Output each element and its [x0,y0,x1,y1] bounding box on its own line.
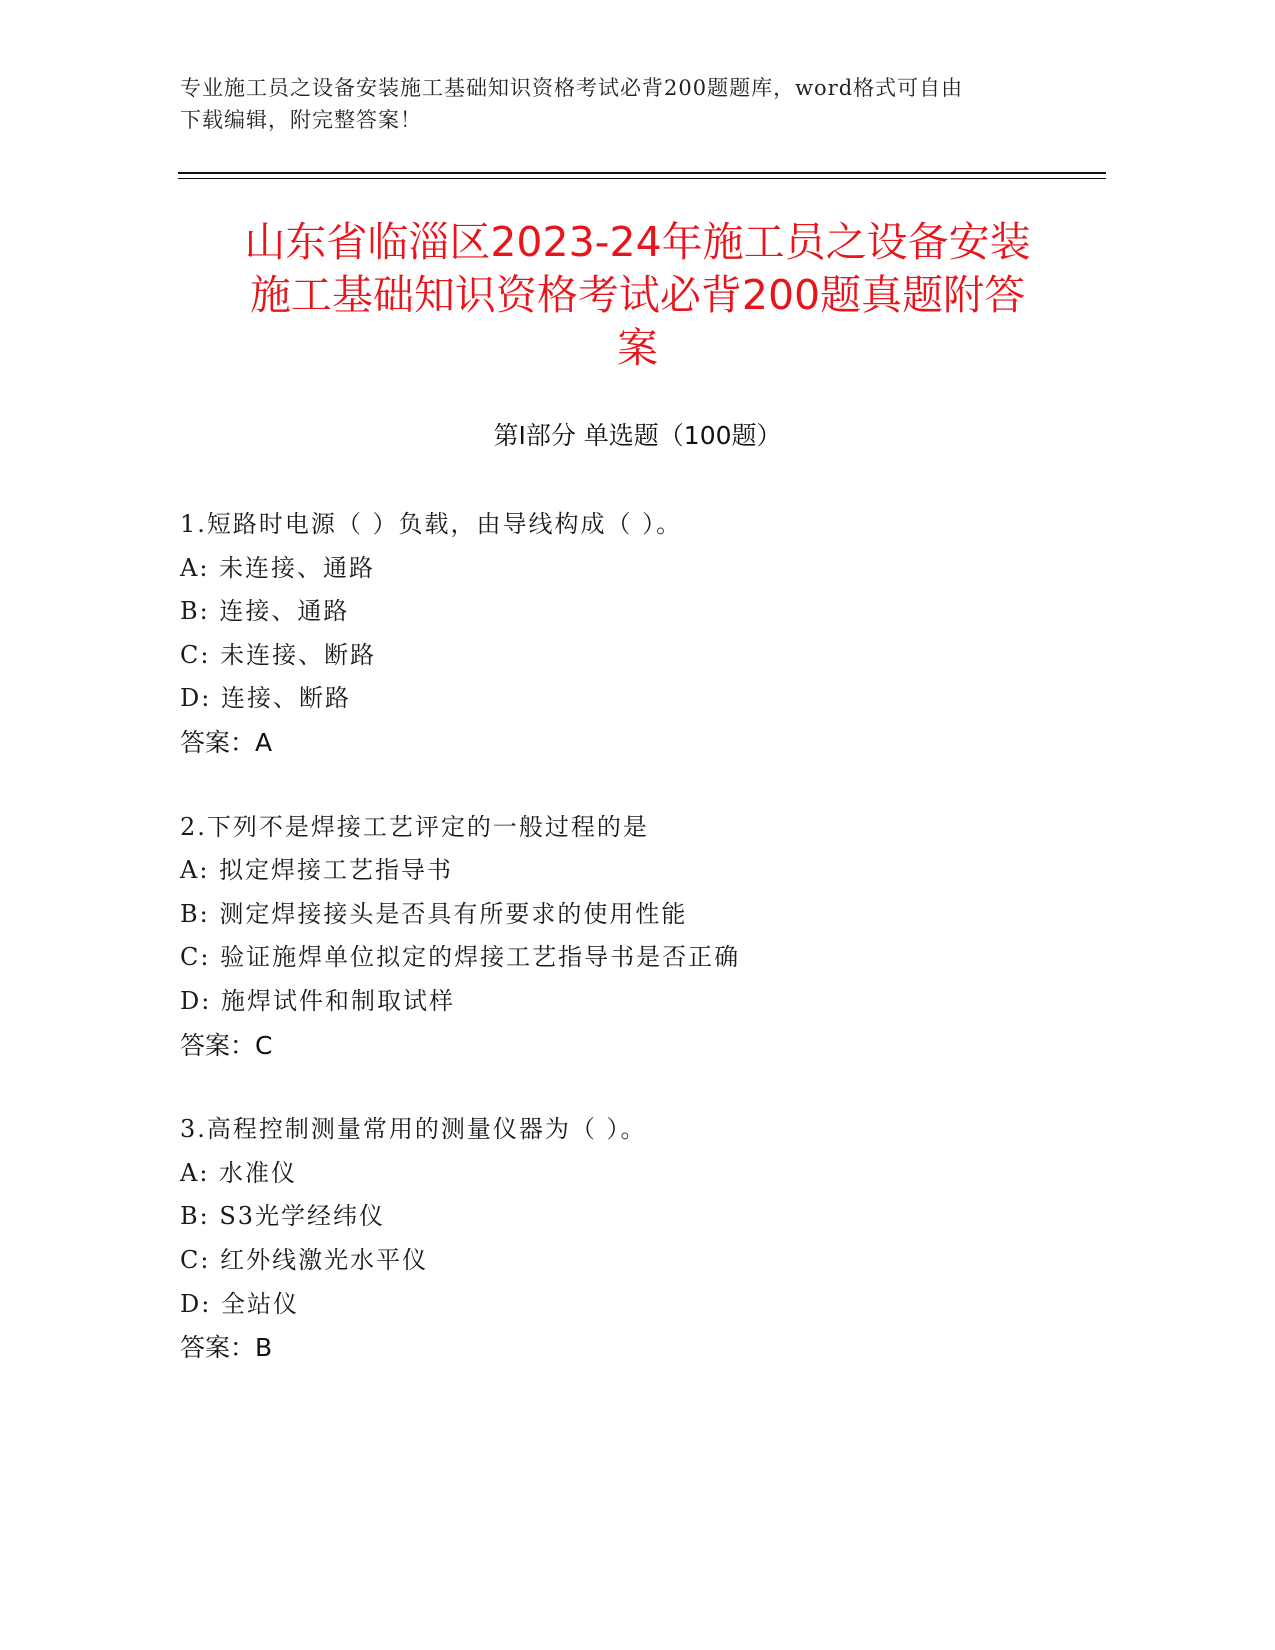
option-a: A: 拟定焊接工艺指导书 [180,856,454,885]
question-stem: 3.高程控制测量常用的测量仪器为（ ）。 [180,1115,647,1144]
header-note [180,72,1040,136]
answer-line: 答案：C [180,1030,273,1060]
option-b: B: 测定焊接接头是否具有所要求的使用性能 [180,899,688,928]
header-note-line-2: 下载编辑，附完整答案！ [180,108,422,132]
option-c: C: 红外线激光水平仪 [180,1245,429,1274]
option-c: C: 未连接、断路 [180,640,377,669]
option-c: C: 验证施焊单位拟定的焊接工艺指导书是否正确 [180,943,741,972]
option-d: D: 全站仪 [180,1289,299,1318]
question-stem: 1.短路时电源（ ）负载，由导线构成（ ）。 [180,510,683,538]
section-heading: 第Ⅰ部分 单选题（100题） [493,421,782,450]
document-title [150,216,1125,375]
option-a: A: 水准仪 [180,1158,298,1187]
question-stem: 2.下列不是焊接工艺评定的一般过程的是 [180,812,649,841]
option-d: D: 施焊试件和制取试样 [180,986,455,1015]
option-b: B: 连接、通路 [180,597,350,626]
document-title-line-3: 案 [617,324,658,372]
document-title-line-2: 施工基础知识资格考试必背200题真题附答 [249,271,1026,319]
header-note-line-1: 专业施工员之设备安装施工基础知识资格考试必背200题题库，word格式可自由 [180,76,964,100]
answer-line: 答案：B [180,1333,273,1363]
header-divider-thick [178,172,1106,174]
answer-line: 答案：A [180,727,273,757]
question-1 [180,503,1120,765]
question-3 [180,1108,1120,1370]
question-2 [180,806,1120,1068]
option-b: B: S3光学经纬仪 [180,1202,386,1231]
header-divider-thin [178,178,1106,179]
document-title-line-1: 山东省临淄区2023-24年施工员之设备安装 [244,218,1031,266]
question-list [180,503,1120,1411]
option-a: A: 未连接、通路 [180,553,376,582]
option-d: D: 连接、断路 [180,684,351,713]
